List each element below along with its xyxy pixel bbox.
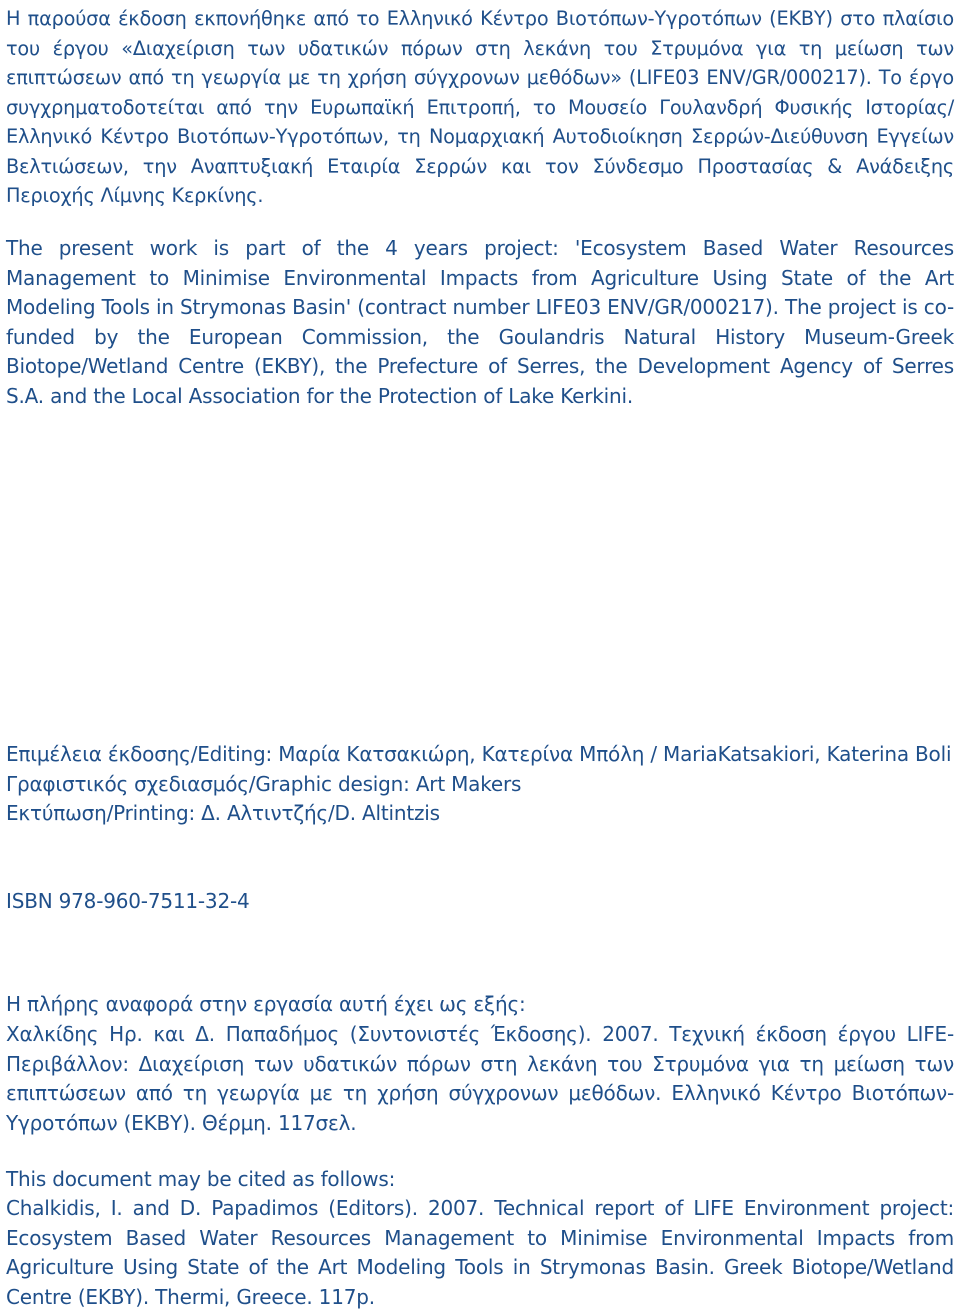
greek-intro-paragraph: Η παρούσα έκδοση εκπονήθηκε από το Ελληνικό Κέντρο Βιοτόπων-Υγροτόπων (ΕΚΒΥ) στο πλαίσιο του έργου «Διαχείριση των υδατικών πόρων στη λεκάνη του Στρυμόνα για τη μείωση των επιπτώσεων από τη γεωργία με τη χρήση σύγχρονων μεθόδων» (LIFE03 ENV/GR/000217). Το έργο συγχρηματοδοτείται από την Ευρωπαϊκή Επιτροπή, το Μουσείο Γουλανδρή Φυσικής Ιστορίας/Ελληνικό Κέντρο Βιοτόπων-Υγροτόπων, τη Νομαρχιακή Αυτοδιοίκηση Σερρών-Διεύθυνση Εγγείων Βελτιώσεων, την Αναπτυξιακή Εταιρία Σερρών και τον Σύνδεσμο Προστασίας & Ανάδειξης Περιοχής Λίμνης Κερκίνης. [6, 7, 954, 207]
credits-section [6, 740, 954, 829]
citation-greek-text: Χαλκίδης Ηρ. και Δ. Παπαδήμος (Συντονιστές Έκδοσης). 2007. Τεχνική έκδοση έργου LIFE-Περιβάλλον: Διαχείριση των υδατικών πόρων στη λεκάνη του Στρυμόνα για τη μείωση των επιπτώσεων από τη γεωργία με τη χρήση σύγχρονων μεθόδων. Ελληνικό Κέντρο Βιοτόπων-Υγροτόπων (ΕΚΒΥ). Θέρμη. 117σελ. [6, 1022, 954, 1135]
isbn-number: ISBN 978-960-7511-32-4 [6, 889, 250, 913]
editing-credit: Επιμέλεια έκδοσης/Editing: Μαρία Κατσακιώρη, Κατερίνα Μπόλη / MariaKatsakiori, Katerina Boli [6, 742, 952, 766]
english-intro-paragraph: The present work is part of the 4 years project: 'Ecosystem Based Water Resources Management to Minimise Environmental Impacts from Agriculture Using State of the Art Modeling Tools in Strymonas Basin' (contract number LIFE03 ENV/GR/000217). The project is co-funded by the European Commission, the Goulandris Natural History Museum-Greek Biotope/Wetland Centre (EKBY), the Prefecture of Serres, the Development Agency of Serres S.A. and the Local Association for the Protection of Lake Kerkini. [6, 236, 954, 408]
design-credit: Γραφιστικός σχεδιασμός/Graphic design: Art Makers [6, 771, 522, 796]
citation-english-heading: This document may be cited as follows: [6, 1167, 396, 1191]
citation-greek-heading: Η πλήρης αναφορά στην εργασία αυτή έχει ως εξής: [6, 992, 526, 1016]
printing-credit: Εκτύπωση/Printing: Δ. Αλτιντζής/D. Altintzis [6, 801, 440, 825]
citation-english-text: Chalkidis, I. and D. Papadimos (Editors). 2007. Technical report of LIFE Environment project: Ecosystem Based Water Resources Management to Minimise Environmental Impacts from Agriculture Using State of the Art Modeling Tools in Strymonas Basin. Greek Biotope/Wetland Centre (EKBY). Thermi, Greece. 117p. [6, 1196, 954, 1309]
